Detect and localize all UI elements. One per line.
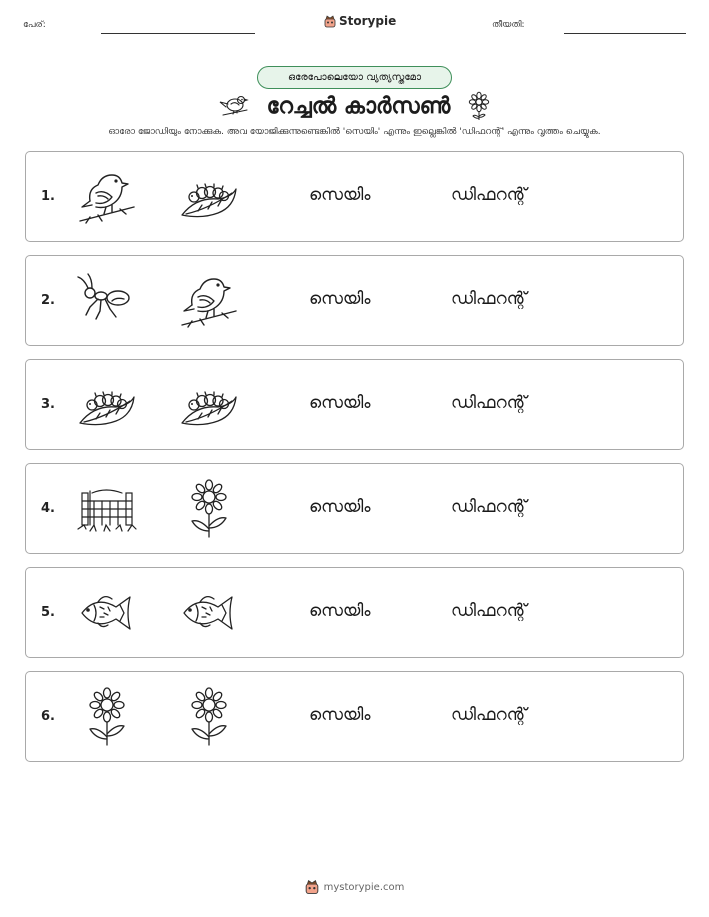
worksheet-title-row <box>0 89 709 123</box>
flower-icon <box>178 687 240 747</box>
question-number: 6. <box>41 709 55 724</box>
question-number: 3. <box>41 397 55 412</box>
flower-icon <box>178 479 240 539</box>
question-row <box>25 567 684 658</box>
question-number: 2. <box>41 293 55 308</box>
option-same[interactable]: സെയിം <box>309 601 371 621</box>
bird-icon <box>76 167 138 227</box>
worksheet-type-badge: ഒരേപോലെയോ വ്യത്യസ്തമോ <box>257 66 452 89</box>
option-different[interactable]: ഡിഫറന്റ് <box>451 497 527 517</box>
question-row <box>25 255 684 346</box>
name-line[interactable] <box>101 33 255 34</box>
fish-icon <box>76 583 138 643</box>
flower-icon <box>76 687 138 747</box>
date-line[interactable] <box>564 33 686 34</box>
date-label: തീയതി: <box>492 20 525 30</box>
option-same[interactable]: സെയിം <box>309 705 371 725</box>
question-row <box>25 463 684 554</box>
brand-name: Storypie <box>339 14 397 28</box>
option-same[interactable]: സെയിം <box>309 497 371 517</box>
name-label: പേര്: <box>23 20 46 30</box>
option-different[interactable]: ഡിഫറന്റ് <box>451 289 527 309</box>
question-row <box>25 359 684 450</box>
footer-site-link[interactable]: mystorypie.com <box>323 881 405 893</box>
fence-icon <box>76 479 138 539</box>
question-number: 5. <box>41 605 55 620</box>
question-number: 4. <box>41 501 55 516</box>
option-different[interactable]: ഡിഫറന്റ് <box>451 601 527 621</box>
question-row <box>25 151 684 242</box>
brand-logo <box>324 14 396 28</box>
question-number: 1. <box>41 189 55 204</box>
caterpillar-icon <box>178 375 240 435</box>
storypie-logo-icon <box>305 879 319 895</box>
footer <box>0 879 709 895</box>
bird-icon <box>178 271 240 331</box>
option-same[interactable]: സെയിം <box>309 289 371 309</box>
flower-icon <box>466 91 492 121</box>
instructions: ഓരോ ജോഡിയും നോക്കുക. അവ യോജിക്കുന്നുണ്ടെങ്കിൽ 'സെയിം' എന്നും ഇല്ലെങ്കിൽ 'ഡിഫറന്റ്' എന്നും വൃത്തം ചെയ്യുക. <box>108 127 601 137</box>
caterpillar-icon <box>178 167 240 227</box>
option-same[interactable]: സെയിം <box>309 185 371 205</box>
fish-icon <box>178 583 240 643</box>
storypie-logo-icon <box>324 15 336 28</box>
option-different[interactable]: ഡിഫറന്റ് <box>451 185 527 205</box>
ant-icon <box>76 271 138 331</box>
option-same[interactable]: സെയിം <box>309 393 371 413</box>
worksheet-header <box>0 0 709 40</box>
question-row <box>25 671 684 762</box>
bird-icon <box>217 91 251 121</box>
option-different[interactable]: ഡിഫറന്റ് <box>451 393 527 413</box>
option-different[interactable]: ഡിഫറന്റ് <box>451 705 527 725</box>
page-title: റേച്ചൽ കാർസൺ <box>266 93 451 119</box>
caterpillar-icon <box>76 375 138 435</box>
